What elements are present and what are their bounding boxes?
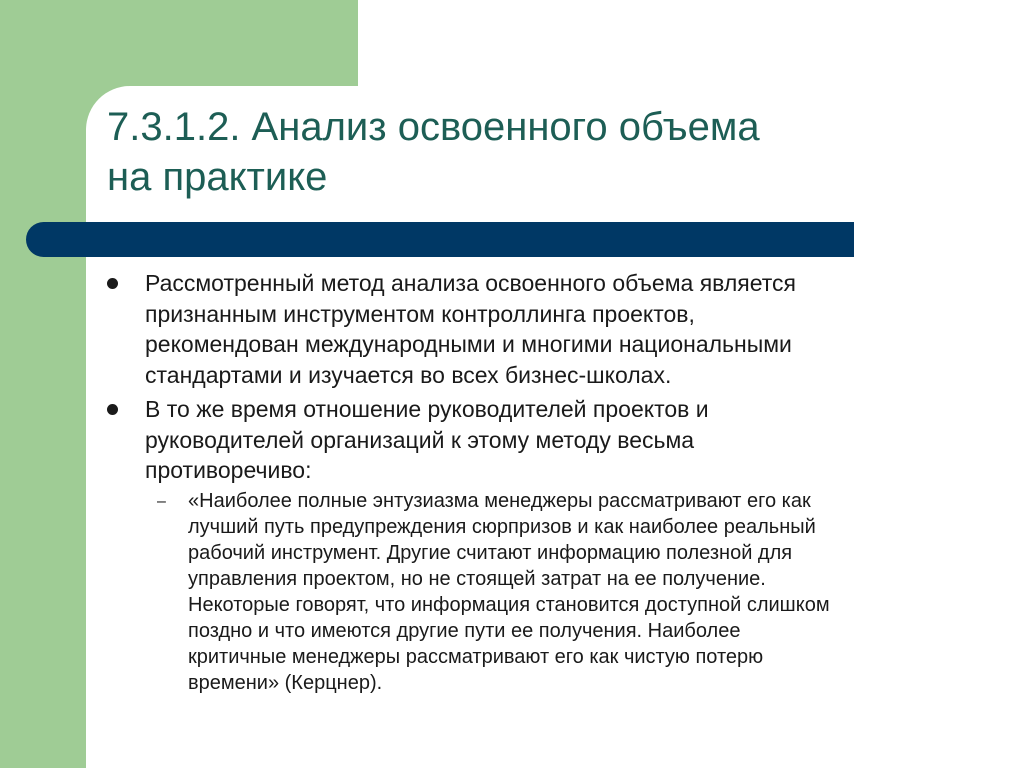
slide-title <box>107 102 987 202</box>
bullet-item-1-text: Рассмотренный метод анализа освоенного объема является признанным инструментом контроллинга проектов, рекомендован международными и многими национальными стандартами и изучается во всех бизнес-школах. <box>145 270 796 388</box>
bullet-item-2-text: В то же время отношение руководителей проектов и руководителей организаций к этому методу весьма противоречиво: <box>145 396 709 483</box>
sub-bullet-item-1-text: «Наиболее полные энтузиазма менеджеры рассматривают его как лучший путь предупреждения сюрпризов и как наиболее реальный рабочий инструмент. Другие считают информацию полезной для управления проектом, но не стоящей затрат на ее получение. Некоторые говорят, что информация становится доступной слишком поздно и что имеются другие пути ее получения. Наиболее критичные менеджеры рассматривают его как чистую потерю времени» (Керцнер). <box>188 489 830 694</box>
sub-bullet-item-1 <box>107 488 1007 696</box>
slide-title-line-2: на практике <box>107 155 328 199</box>
bullet-item-1 <box>107 268 1007 390</box>
bullet-dot-icon <box>107 278 118 289</box>
dash-marker-icon: – <box>157 492 166 510</box>
slide-body <box>107 268 1007 696</box>
slide-title-line-1: 7.3.1.2. Анализ освоенного объема <box>107 105 760 149</box>
title-underline-bar <box>26 222 854 257</box>
bullet-dot-icon <box>107 404 118 415</box>
bullet-item-2 <box>107 394 1007 486</box>
